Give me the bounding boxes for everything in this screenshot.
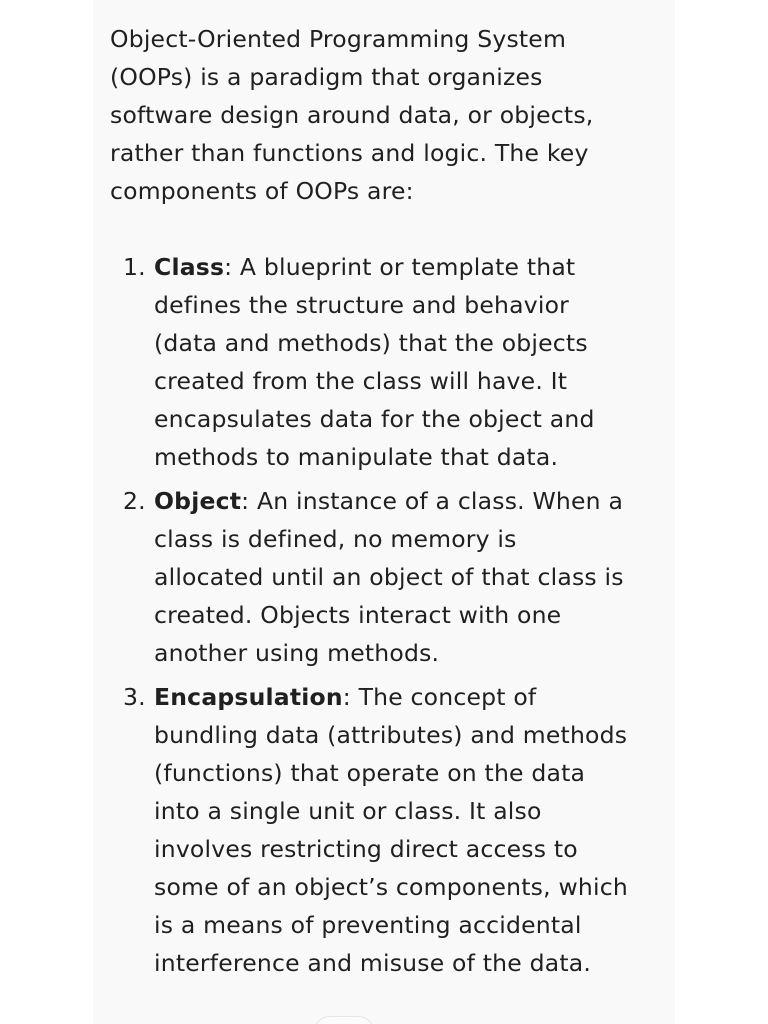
list-item [110, 248, 630, 476]
list-number: 1. [123, 253, 146, 281]
term-description: : A blueprint or template that defines the structure and behavior (data and methods) that the objects created from the class will have. It encapsulates data for the object and methods to manipulate that data. [154, 253, 595, 471]
scroll-down-button[interactable] [313, 1016, 375, 1024]
term-class: Class [154, 253, 225, 281]
term-description: : The concept of bundling data (attributes) and methods (functions) that operate on the data into a single unit or class. It also involves restricting direct access to some of an object’s components, which is a means of preventing accidental interference and misuse of the data. [154, 683, 628, 977]
list-number: 3. [123, 683, 146, 711]
intro-paragraph: Object-Oriented Programming System (OOPs) is a paradigm that organizes software design around data, or objects, rather than functions and logic. The key components of OOPs are: [110, 25, 594, 205]
components-list [110, 248, 630, 982]
term-encapsulation: Encapsulation [154, 683, 343, 711]
term-description: : An instance of a class. When a class is defined, no memory is allocated until an object of that class is created. Objects interact with one another using methods. [154, 487, 624, 667]
list-number: 2. [123, 487, 146, 515]
list-item [110, 678, 630, 982]
list-item [110, 482, 630, 672]
term-object: Object [154, 487, 242, 515]
message-content [110, 20, 630, 988]
